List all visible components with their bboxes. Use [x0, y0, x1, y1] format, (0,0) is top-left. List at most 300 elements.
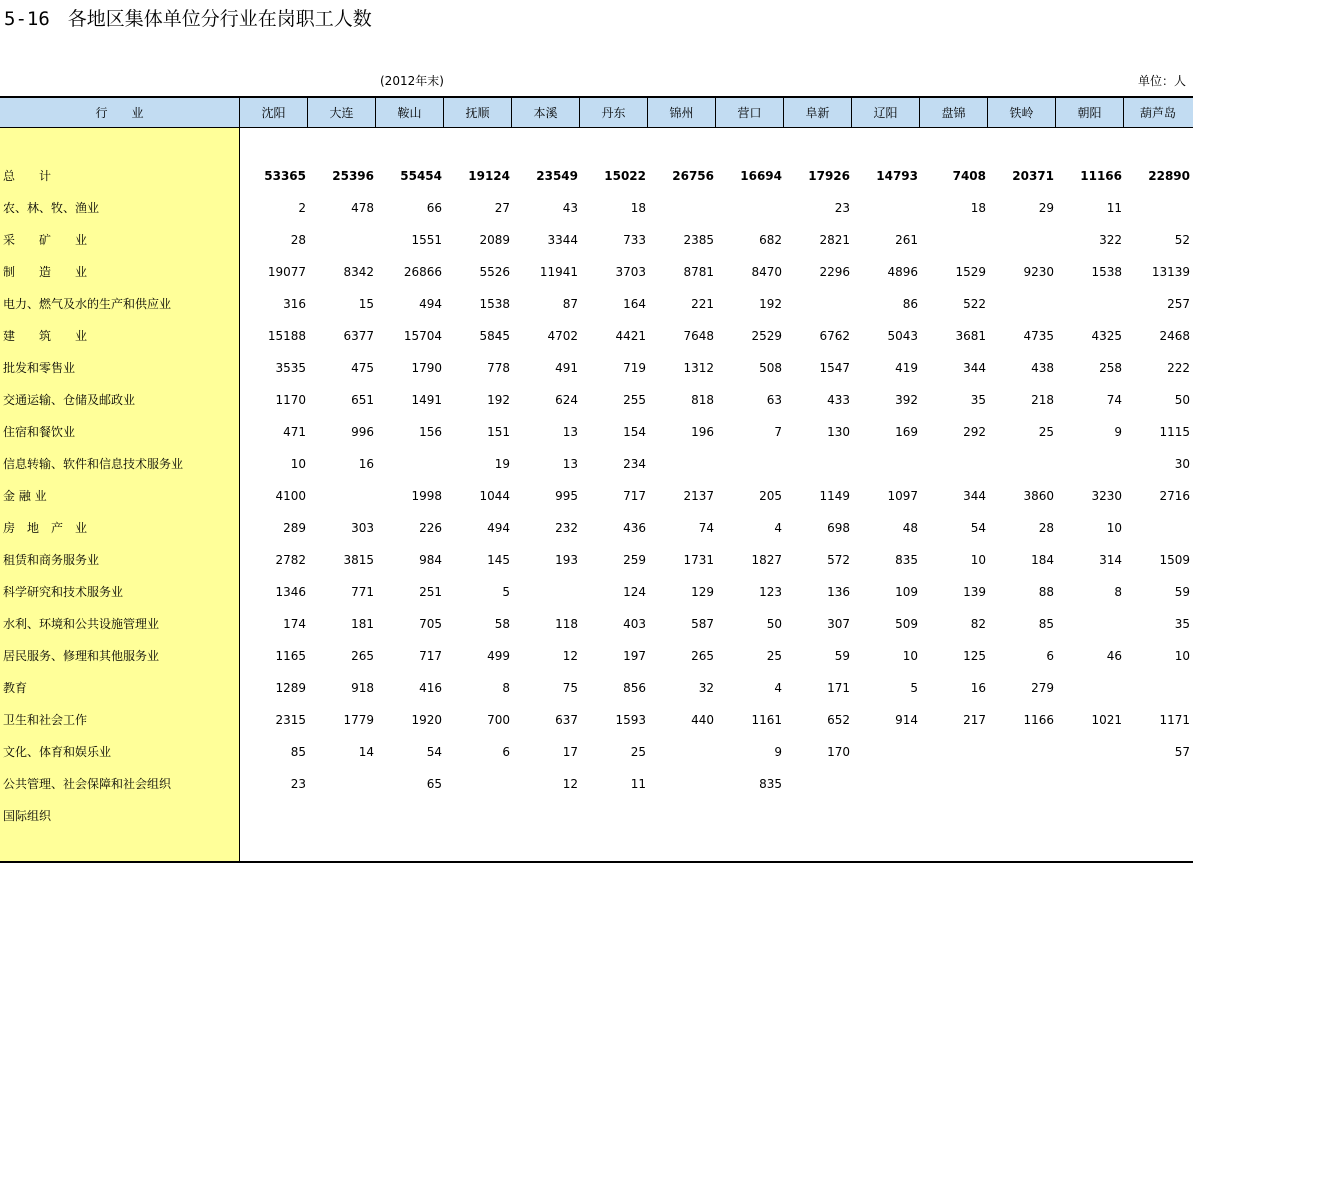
value-cell — [648, 768, 714, 800]
value-cell — [648, 448, 714, 480]
value-cell: 436 — [623, 521, 646, 535]
value-cell: 169 — [895, 425, 918, 439]
value-cell — [920, 448, 986, 480]
value-cell — [716, 448, 782, 480]
value-cell: 5526 — [479, 265, 510, 279]
value-cell: 344 — [963, 489, 986, 503]
table-row — [0, 640, 1193, 672]
value-cell — [920, 736, 986, 768]
value-cell: 778 — [487, 361, 510, 375]
value-cell: 65 — [426, 777, 442, 791]
value-cell: 10 — [1174, 649, 1190, 663]
value-cell: 23 — [834, 201, 850, 215]
value-cell: 1547 — [819, 361, 850, 375]
value-cell: 2782 — [275, 553, 306, 567]
value-cell: 22890 — [1148, 169, 1190, 183]
value-cell: 154 — [623, 425, 646, 439]
industry-label: 总 计 — [3, 169, 52, 183]
value-cell: 234 — [623, 457, 646, 471]
value-cell — [1056, 800, 1122, 832]
value-cell — [512, 576, 578, 608]
value-cell: 1171 — [1159, 713, 1190, 727]
industry-label: 采 矿 业 — [3, 233, 88, 247]
table-row — [0, 800, 1193, 832]
value-cell: 29 — [1038, 201, 1054, 215]
value-cell: 255 — [623, 393, 646, 407]
value-cell: 1097 — [887, 489, 918, 503]
value-cell: 17 — [562, 745, 578, 759]
industry-label: 批发和零售业 — [3, 361, 76, 375]
value-cell: 25 — [1038, 425, 1054, 439]
value-cell — [1124, 512, 1190, 544]
value-cell: 1044 — [479, 489, 510, 503]
value-cell: 835 — [895, 553, 918, 567]
city-column-header: 抚顺 — [444, 98, 512, 127]
value-cell: 197 — [623, 649, 646, 663]
value-cell: 11 — [630, 777, 646, 791]
value-cell — [852, 192, 918, 224]
value-cell: 11 — [1106, 201, 1122, 215]
industry-label: 文化、体育和娱乐业 — [3, 745, 112, 759]
value-cell: 181 — [351, 617, 374, 631]
value-cell: 1165 — [275, 649, 306, 663]
value-cell: 2385 — [683, 233, 714, 247]
value-cell: 59 — [834, 649, 850, 663]
year-note: (2012年末) — [380, 74, 444, 88]
value-cell — [308, 224, 374, 256]
value-cell: 3681 — [955, 329, 986, 343]
value-cell: 1021 — [1091, 713, 1122, 727]
value-cell: 193 — [555, 553, 578, 567]
value-cell: 1115 — [1159, 425, 1190, 439]
value-cell: 2089 — [479, 233, 510, 247]
value-cell: 8342 — [343, 265, 374, 279]
value-cell: 13 — [562, 425, 578, 439]
page-title — [4, 4, 372, 31]
industry-label: 公共管理、社会保障和社会组织 — [3, 777, 172, 791]
value-cell — [1124, 192, 1190, 224]
value-cell: 438 — [1031, 361, 1054, 375]
table-title: 各地区集体单位分行业在岗职工人数 — [67, 8, 372, 30]
table-number: 5-16 — [4, 8, 50, 30]
value-cell: 2315 — [275, 713, 306, 727]
value-cell: 1509 — [1159, 553, 1190, 567]
value-cell: 3230 — [1091, 489, 1122, 503]
value-cell: 10 — [290, 457, 306, 471]
value-cell: 705 — [419, 617, 442, 631]
value-cell: 15188 — [267, 329, 306, 343]
value-cell: 8 — [502, 681, 510, 695]
table-row — [0, 608, 1193, 640]
value-cell — [852, 448, 918, 480]
value-cell: 35 — [1174, 617, 1190, 631]
value-cell: 66 — [426, 201, 442, 215]
value-cell: 733 — [623, 233, 646, 247]
table-row — [0, 352, 1193, 384]
value-cell: 25 — [630, 745, 646, 759]
value-cell: 192 — [487, 393, 510, 407]
value-cell: 25 — [766, 649, 782, 663]
city-column-header: 锦州 — [648, 98, 716, 127]
value-cell: 23549 — [536, 169, 578, 183]
value-cell: 16694 — [740, 169, 782, 183]
value-cell — [1124, 672, 1190, 704]
value-cell: 251 — [419, 585, 442, 599]
value-cell: 4896 — [887, 265, 918, 279]
table-row — [0, 736, 1193, 768]
value-cell — [988, 448, 1054, 480]
value-cell: 2296 — [819, 265, 850, 279]
value-cell: 2716 — [1159, 489, 1190, 503]
value-cell: 85 — [290, 745, 306, 759]
value-cell: 3535 — [275, 361, 306, 375]
value-cell — [308, 768, 374, 800]
value-cell — [376, 448, 442, 480]
value-cell: 82 — [970, 617, 986, 631]
value-cell: 7648 — [683, 329, 714, 343]
value-cell: 50 — [766, 617, 782, 631]
city-column-header: 辽阳 — [852, 98, 920, 127]
value-cell — [1056, 608, 1122, 640]
industry-label: 交通运输、仓储及邮政业 — [3, 393, 136, 407]
value-cell: 3860 — [1023, 489, 1054, 503]
city-column-header: 阜新 — [784, 98, 852, 127]
value-cell: 87 — [562, 297, 578, 311]
value-cell — [1056, 288, 1122, 320]
value-cell: 2821 — [819, 233, 850, 247]
value-cell: 16 — [358, 457, 374, 471]
data-table — [0, 96, 1193, 863]
table-row — [0, 416, 1193, 448]
value-cell: 2137 — [683, 489, 714, 503]
table-row — [0, 224, 1193, 256]
value-cell — [512, 800, 578, 832]
value-cell: 53365 — [264, 169, 306, 183]
value-cell: 478 — [351, 201, 374, 215]
value-cell: 1998 — [411, 489, 442, 503]
value-cell: 218 — [1031, 393, 1054, 407]
table-header — [0, 96, 1193, 128]
value-cell: 651 — [351, 393, 374, 407]
value-cell: 572 — [827, 553, 850, 567]
value-cell: 20371 — [1012, 169, 1054, 183]
value-cell: 10 — [970, 553, 986, 567]
value-cell: 13139 — [1151, 265, 1190, 279]
value-cell: 1790 — [411, 361, 442, 375]
value-cell: 7 — [774, 425, 782, 439]
value-cell: 717 — [419, 649, 442, 663]
value-cell: 1289 — [275, 681, 306, 695]
table-row — [0, 256, 1193, 288]
value-cell: 1731 — [683, 553, 714, 567]
value-cell: 15022 — [604, 169, 646, 183]
value-cell — [444, 768, 510, 800]
value-cell — [1056, 768, 1122, 800]
value-cell: 1529 — [955, 265, 986, 279]
value-cell: 698 — [827, 521, 850, 535]
value-cell: 637 — [555, 713, 578, 727]
city-column-header: 丹东 — [580, 98, 648, 127]
value-cell: 75 — [562, 681, 578, 695]
value-cell: 996 — [351, 425, 374, 439]
value-cell: 156 — [419, 425, 442, 439]
value-cell: 856 — [623, 681, 646, 695]
value-cell: 28 — [1038, 521, 1054, 535]
value-cell: 164 — [623, 297, 646, 311]
value-cell: 4325 — [1091, 329, 1122, 343]
table-row — [0, 576, 1193, 608]
value-cell: 57 — [1174, 745, 1190, 759]
value-cell — [648, 800, 714, 832]
value-cell: 1827 — [751, 553, 782, 567]
value-cell: 1779 — [343, 713, 374, 727]
city-column-header: 朝阳 — [1056, 98, 1124, 127]
value-cell — [784, 768, 850, 800]
value-cell: 2 — [298, 201, 306, 215]
value-cell: 54 — [970, 521, 986, 535]
value-cell: 221 — [691, 297, 714, 311]
value-cell: 74 — [698, 521, 714, 535]
industry-label: 农、林、牧、渔业 — [3, 201, 100, 215]
value-cell: 279 — [1031, 681, 1054, 695]
value-cell: 59 — [1174, 585, 1190, 599]
value-cell: 184 — [1031, 553, 1054, 567]
value-cell — [988, 768, 1054, 800]
value-cell — [376, 800, 442, 832]
value-cell: 6 — [502, 745, 510, 759]
value-cell: 3703 — [615, 265, 646, 279]
value-cell: 1920 — [411, 713, 442, 727]
table-row — [0, 768, 1193, 800]
value-cell: 322 — [1099, 233, 1122, 247]
value-cell: 494 — [487, 521, 510, 535]
total-row — [0, 160, 1193, 192]
value-cell: 1161 — [751, 713, 782, 727]
city-column-header: 营口 — [716, 98, 784, 127]
value-cell: 9 — [774, 745, 782, 759]
value-cell: 818 — [691, 393, 714, 407]
industry-label: 房 地 产 业 — [3, 521, 88, 535]
value-cell: 475 — [351, 361, 374, 375]
city-column-header: 鞍山 — [376, 98, 444, 127]
value-cell: 11941 — [539, 265, 578, 279]
value-cell: 8 — [1114, 585, 1122, 599]
value-cell — [1056, 736, 1122, 768]
value-cell — [444, 800, 510, 832]
value-cell: 344 — [963, 361, 986, 375]
city-column-header: 本溪 — [512, 98, 580, 127]
value-cell: 2529 — [751, 329, 782, 343]
value-cell: 292 — [963, 425, 986, 439]
table-row — [0, 672, 1193, 704]
value-cell: 222 — [1167, 361, 1190, 375]
unit-note: 单位：人 — [1138, 74, 1187, 88]
industry-label: 居民服务、修理和其他服务业 — [3, 649, 160, 663]
value-cell: 491 — [555, 361, 578, 375]
value-cell: 914 — [895, 713, 918, 727]
industry-label: 卫生和社会工作 — [3, 713, 88, 727]
value-cell: 18 — [970, 201, 986, 215]
value-cell: 258 — [1099, 361, 1122, 375]
value-cell: 15 — [358, 297, 374, 311]
value-cell: 136 — [827, 585, 850, 599]
value-cell: 232 — [555, 521, 578, 535]
industry-label: 租赁和商务服务业 — [3, 553, 100, 567]
value-cell: 3344 — [547, 233, 578, 247]
value-cell: 123 — [759, 585, 782, 599]
city-column-header: 盘锦 — [920, 98, 988, 127]
value-cell: 118 — [555, 617, 578, 631]
value-cell: 652 — [827, 713, 850, 727]
value-cell: 10 — [1106, 521, 1122, 535]
value-cell: 522 — [963, 297, 986, 311]
value-cell: 1593 — [615, 713, 646, 727]
value-cell: 259 — [623, 553, 646, 567]
value-cell: 58 — [494, 617, 510, 631]
value-cell: 50 — [1174, 393, 1190, 407]
value-cell: 145 — [487, 553, 510, 567]
value-cell — [920, 224, 986, 256]
value-cell — [648, 192, 714, 224]
value-cell — [308, 480, 374, 512]
value-cell: 8470 — [751, 265, 782, 279]
value-cell: 174 — [283, 617, 306, 631]
value-cell: 46 — [1106, 649, 1122, 663]
value-cell: 700 — [487, 713, 510, 727]
value-cell: 1538 — [479, 297, 510, 311]
value-cell: 52 — [1174, 233, 1190, 247]
value-cell: 10 — [902, 649, 918, 663]
table-row — [0, 480, 1193, 512]
value-cell — [648, 736, 714, 768]
value-cell — [240, 800, 306, 832]
value-cell: 23 — [290, 777, 306, 791]
table-row — [0, 704, 1193, 736]
value-cell: 4421 — [615, 329, 646, 343]
value-cell: 11166 — [1080, 169, 1122, 183]
value-cell: 129 — [691, 585, 714, 599]
value-cell: 6762 — [819, 329, 850, 343]
value-cell: 88 — [1038, 585, 1054, 599]
value-cell — [988, 800, 1054, 832]
value-cell: 125 — [963, 649, 986, 663]
value-cell: 30 — [1174, 457, 1190, 471]
value-cell: 7408 — [952, 169, 986, 183]
value-cell: 85 — [1038, 617, 1054, 631]
value-cell: 1312 — [683, 361, 714, 375]
value-cell: 14 — [358, 745, 374, 759]
value-cell — [784, 288, 850, 320]
value-cell — [920, 768, 986, 800]
value-cell — [852, 768, 918, 800]
value-cell: 403 — [623, 617, 646, 631]
value-cell: 1166 — [1023, 713, 1054, 727]
value-cell: 151 — [487, 425, 510, 439]
value-cell: 5845 — [479, 329, 510, 343]
value-cell: 509 — [895, 617, 918, 631]
value-cell: 3815 — [343, 553, 374, 567]
value-cell: 48 — [902, 521, 918, 535]
table-row — [0, 544, 1193, 576]
value-cell: 55454 — [400, 169, 442, 183]
value-cell: 35 — [970, 393, 986, 407]
value-cell: 392 — [895, 393, 918, 407]
value-cell: 170 — [827, 745, 850, 759]
value-cell: 1538 — [1091, 265, 1122, 279]
value-cell: 124 — [623, 585, 646, 599]
table-row — [0, 320, 1193, 352]
table-row — [0, 288, 1193, 320]
value-cell: 4100 — [275, 489, 306, 503]
industry-label: 信息转输、软件和信息技术服务业 — [3, 457, 184, 471]
industry-label: 教育 — [3, 681, 28, 695]
value-cell: 1170 — [275, 393, 306, 407]
value-cell: 26866 — [403, 265, 442, 279]
value-cell: 416 — [419, 681, 442, 695]
value-cell: 139 — [963, 585, 986, 599]
value-cell: 8781 — [683, 265, 714, 279]
industry-column-header: 行 业 — [0, 98, 240, 127]
value-cell: 265 — [691, 649, 714, 663]
value-cell: 5043 — [887, 329, 918, 343]
value-cell: 26756 — [672, 169, 714, 183]
industry-label: 国际组织 — [3, 809, 52, 823]
value-cell: 16 — [970, 681, 986, 695]
value-cell: 314 — [1099, 553, 1122, 567]
value-cell: 771 — [351, 585, 374, 599]
value-cell: 32 — [698, 681, 714, 695]
value-cell: 54 — [426, 745, 442, 759]
value-cell — [1056, 672, 1122, 704]
value-cell: 303 — [351, 521, 374, 535]
value-cell: 130 — [827, 425, 850, 439]
value-cell: 4702 — [547, 329, 578, 343]
value-cell: 86 — [902, 297, 918, 311]
value-cell: 257 — [1167, 297, 1190, 311]
value-cell — [852, 736, 918, 768]
value-cell — [988, 288, 1054, 320]
industry-label: 科学研究和技术服务业 — [3, 585, 124, 599]
value-cell: 835 — [759, 777, 782, 791]
value-cell — [988, 224, 1054, 256]
industry-label: 金 融 业 — [3, 489, 47, 503]
value-cell: 508 — [759, 361, 782, 375]
value-cell: 719 — [623, 361, 646, 375]
value-cell — [308, 800, 374, 832]
value-cell: 5 — [910, 681, 918, 695]
value-cell: 14793 — [876, 169, 918, 183]
value-cell: 63 — [766, 393, 782, 407]
value-cell: 217 — [963, 713, 986, 727]
value-cell: 4 — [774, 521, 782, 535]
value-cell: 265 — [351, 649, 374, 663]
value-cell — [1124, 768, 1190, 800]
value-cell: 15704 — [403, 329, 442, 343]
value-cell: 1491 — [411, 393, 442, 407]
value-cell: 419 — [895, 361, 918, 375]
industry-label: 电力、燃气及水的生产和供应业 — [3, 297, 172, 311]
value-cell: 307 — [827, 617, 850, 631]
value-cell: 6377 — [343, 329, 374, 343]
value-cell: 4735 — [1023, 329, 1054, 343]
value-cell: 109 — [895, 585, 918, 599]
table-row — [0, 384, 1193, 416]
industry-label: 水利、环境和公共设施管理业 — [3, 617, 160, 631]
value-cell: 4 — [774, 681, 782, 695]
value-cell: 27 — [494, 201, 510, 215]
value-cell: 499 — [487, 649, 510, 663]
value-cell: 171 — [827, 681, 850, 695]
